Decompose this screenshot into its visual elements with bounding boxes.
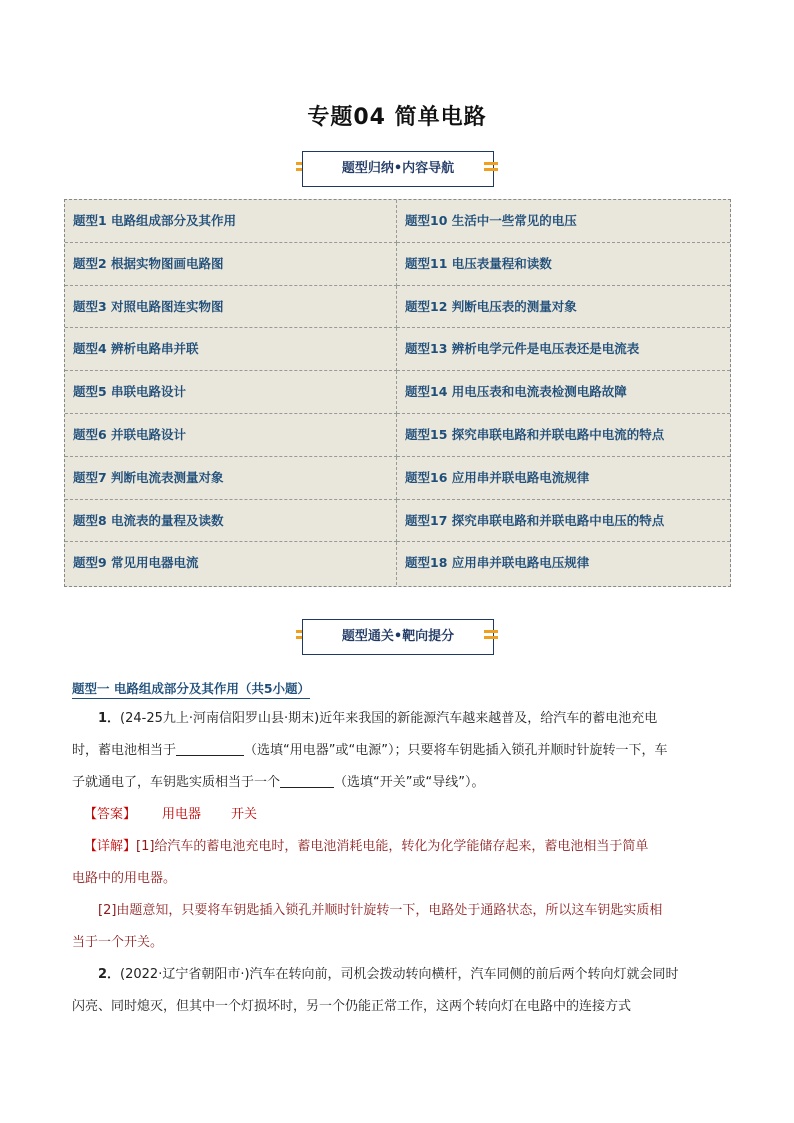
nav-item-left[interactable]: 题型6 并联电路设计 xyxy=(65,414,397,457)
section-heading: 题型一 电路组成部分及其作用（共5小题） xyxy=(72,679,310,699)
nav-item-right[interactable]: 题型17 探究串联电路和并联电路中电压的特点 xyxy=(397,500,730,543)
nav-item-left[interactable]: 题型1 电路组成部分及其作用 xyxy=(65,200,397,243)
detail-text: [1]给汽车的蓄电池充电时，蓄电池消耗电能，转化为化学能储存起来，蓄电池相当于简单 xyxy=(136,839,649,854)
answer-label: 【答案】 xyxy=(84,807,137,822)
question-text: 近年来我国的新能源汽车越来越普及，给汽车的蓄电池充电 xyxy=(319,711,658,726)
nav-item-right[interactable]: 题型15 探究串联电路和并联电路中电流的特点 xyxy=(397,414,730,457)
topic-navigation-table xyxy=(64,199,731,587)
answer-value: 开关 xyxy=(231,807,258,822)
detail-label: 【详解】 xyxy=(84,839,137,854)
answer-blank[interactable] xyxy=(176,741,244,756)
detail-text: [2]由题意知，只要将车钥匙插入锁孔并顺时针旋转一下，电路处于通路状态，所以这车钥匙实质相 xyxy=(98,903,663,918)
question-number: 1． xyxy=(98,711,121,726)
nav-item-left[interactable]: 题型9 常见用电器电流 xyxy=(65,542,397,585)
nav-item-right[interactable]: 题型12 判断电压表的测量对象 xyxy=(397,286,730,329)
question-text: （选填“开关”或“导线”）。 xyxy=(334,775,485,790)
detail-text: 当于一个开关。 xyxy=(72,935,164,950)
question-text: 时，蓄电池相当于 xyxy=(72,743,177,758)
banner-right-ornament xyxy=(484,630,498,642)
question-number: 2． xyxy=(98,967,121,982)
nav-item-right[interactable]: 题型14 用电压表和电流表检测电路故障 xyxy=(397,371,730,414)
detail-text: 电路中的用电器。 xyxy=(72,871,177,886)
nav-item-left[interactable]: 题型4 辨析电路串并联 xyxy=(65,328,397,371)
question-1 xyxy=(72,703,722,1023)
nav-banner xyxy=(0,151,794,187)
question-text: 汽车在转向前，司机会拨动转向横杆，汽车同侧的前后两个转向灯就会同时 xyxy=(249,967,679,982)
nav-item-left[interactable]: 题型8 电流表的量程及读数 xyxy=(65,500,397,543)
question-text: 子就通电了，车钥匙实质相当于一个 xyxy=(72,775,281,790)
nav-item-left[interactable]: 题型5 串联电路设计 xyxy=(65,371,397,414)
question-text: 闪亮、同时熄灭，但其中一个灯损坏时，另一个仍能正常工作，这两个转向灯在电路中的连接方式 xyxy=(72,999,632,1014)
nav-banner-label: 题型归纳•内容导航 xyxy=(302,151,494,187)
nav-item-left[interactable]: 题型3 对照电路图连实物图 xyxy=(65,286,397,329)
practice-banner-label: 题型通关•靶向提分 xyxy=(302,619,494,655)
answer-blank[interactable] xyxy=(280,773,334,788)
question-source: (24-25九上·河南信阳罗山县·期末) xyxy=(120,711,320,726)
question-text: （选填“用电器”或“电源”）；只要将车钥匙插入锁孔并顺时针旋转一下，车 xyxy=(244,743,668,758)
page-title: 专题04 简单电路 xyxy=(307,105,487,130)
question-source: (2022·辽宁省朝阳市·) xyxy=(120,967,250,982)
practice-banner xyxy=(0,619,794,655)
answer-value: 用电器 xyxy=(162,807,202,822)
nav-item-right[interactable]: 题型18 应用串并联电路电压规律 xyxy=(405,555,590,571)
nav-item-left[interactable]: 题型2 根据实物图画电路图 xyxy=(65,243,397,286)
banner-right-ornament xyxy=(484,162,498,174)
nav-item-left[interactable]: 题型7 判断电流表测量对象 xyxy=(65,457,397,500)
nav-item-right[interactable]: 题型16 应用串并联电路电流规律 xyxy=(397,457,730,500)
nav-item-right[interactable]: 题型13 辨析电学元件是电压表还是电流表 xyxy=(397,328,730,371)
nav-item-right[interactable]: 题型11 电压表量程和读数 xyxy=(397,243,730,286)
nav-item-right[interactable]: 题型10 生活中一些常见的电压 xyxy=(397,200,730,243)
